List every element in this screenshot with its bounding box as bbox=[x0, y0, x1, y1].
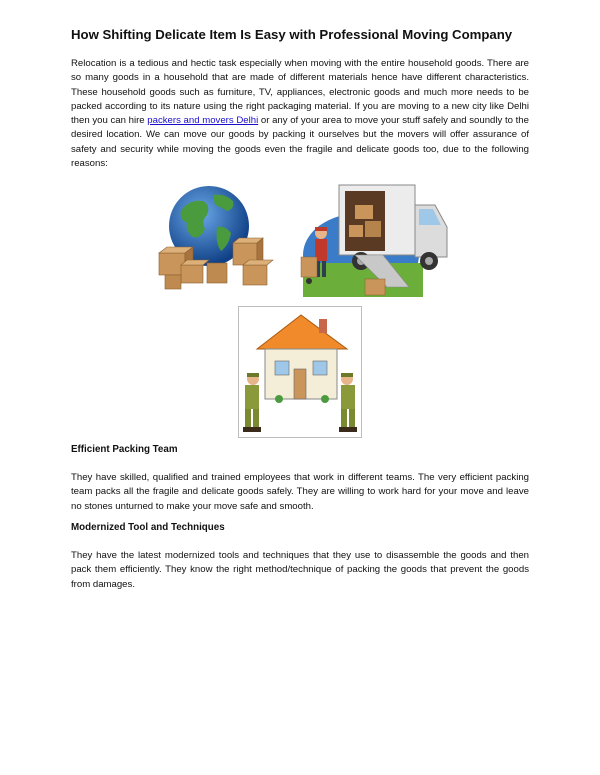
moving-truck-image bbox=[299, 181, 451, 299]
section-body-efficient-packing: They have skilled, qualified and trained employees that work in different teams. The very efficient packing team packs all the fragile and delicate goods safely. They are willing to work hard for your move and leave no stones unturned to make your move safe and smooth. bbox=[71, 472, 529, 512]
globe-boxes-image bbox=[151, 181, 281, 291]
intro-text-before-link: Relocation is a tedious and hectic task especially when moving with the entire household goods. There are so many goods in a household that are made of different materials hence have different characteristics. These household goods such as furniture, TV, appliances, electronic goods and much more needs to be packed according to its nature using the right packaging material. If you are moving to a new city like Delhi then you can hire bbox=[71, 58, 529, 127]
section-heading-efficient-packing: Efficient Packing Team bbox=[71, 444, 178, 455]
movers-carrying-house-image bbox=[238, 306, 362, 438]
page-title: How Shifting Delicate Item Is Easy with Professional Moving Company bbox=[71, 27, 513, 42]
section-heading-modernized-tools: Modernized Tool and Techniques bbox=[71, 522, 225, 533]
packers-movers-delhi-link[interactable]: packers and movers Delhi bbox=[147, 115, 259, 127]
intro-paragraph bbox=[71, 57, 529, 171]
section-body-modernized-tools: They have the latest modernized tools and techniques that they use to disassemble the goods and then pack them efficiently. They know the right method/technique of packing the goods that prevent the goods from damages. bbox=[71, 550, 529, 590]
intro-text-after-link: or any of your area to move your stuff safely and soundly to the desired location. We can move our goods by packing it ourselves but the movers will offer assurance of safety and security while moving the goods even the fragile and delicate goods too, due to the following reasons: bbox=[71, 115, 529, 170]
